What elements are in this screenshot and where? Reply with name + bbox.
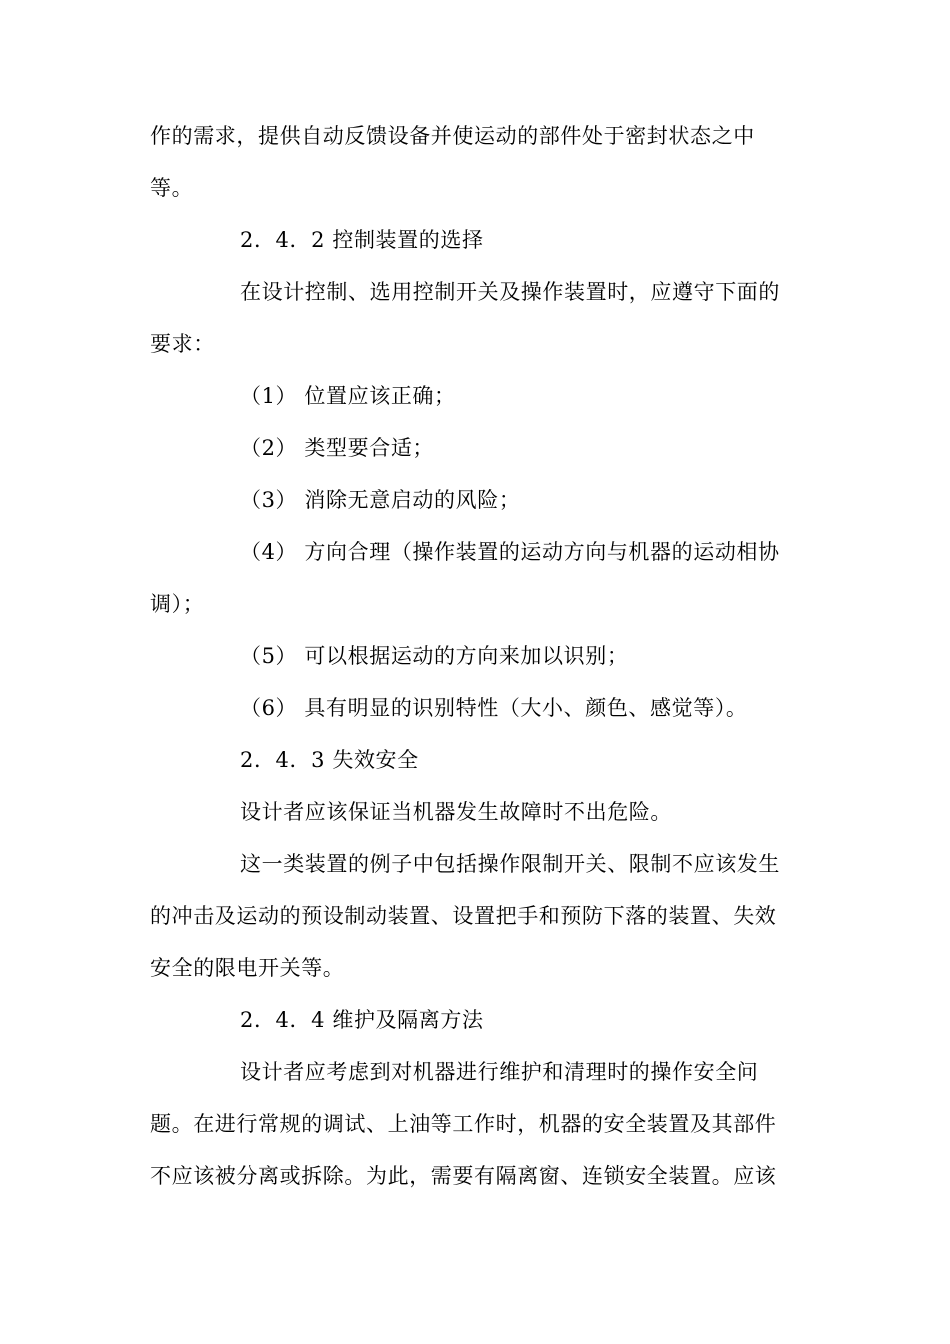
paragraph-line: 等。 xyxy=(150,176,194,200)
paragraph-line: 安全的限电开关等。 xyxy=(150,956,345,980)
paragraph-line: 要求： xyxy=(150,332,215,356)
list-item: （3） 消除无意启动的风险； xyxy=(240,488,521,512)
section-heading: 2．4．3 失效安全 xyxy=(240,748,419,772)
section-heading: 2．4．2 控制装置的选择 xyxy=(240,228,484,252)
paragraph-line: 这一类装置的例子中包括操作限制开关、限制不应该发生 xyxy=(240,852,780,876)
paragraph-line: 题。在进行常规的调试、上油等工作时，机器的安全装置及其部件 xyxy=(150,1112,777,1136)
section-heading: 2．4．4 维护及隔离方法 xyxy=(240,1008,484,1032)
list-item-continuation: 调）； xyxy=(150,592,205,616)
list-item: （4） 方向合理（操作装置的运动方向与机器的运动相协 xyxy=(240,540,780,564)
paragraph-line: 作的需求，提供自动反馈设备并使运动的部件处于密封状态之中 xyxy=(150,124,755,148)
paragraph-line: 设计者应该保证当机器发生故障时不出危险。 xyxy=(240,800,672,824)
list-item: （5） 可以根据运动的方向来加以识别； xyxy=(240,644,629,668)
paragraph-line: 的冲击及运动的预设制动装置、设置把手和预防下落的装置、失效 xyxy=(150,904,777,928)
paragraph-line: 不应该被分离或拆除。为此，需要有隔离窗、连锁安全装置。应该 xyxy=(150,1164,777,1188)
list-item: （2） 类型要合适； xyxy=(240,436,435,460)
list-item: （1） 位置应该正确； xyxy=(240,384,456,408)
list-item: （6） 具有明显的识别特性（大小、颜色、感觉等）。 xyxy=(240,696,748,720)
paragraph-line: 设计者应考虑到对机器进行维护和清理时的操作安全问 xyxy=(240,1060,759,1084)
paragraph-line: 在设计控制、选用控制开关及操作装置时，应遵守下面的 xyxy=(240,280,780,304)
